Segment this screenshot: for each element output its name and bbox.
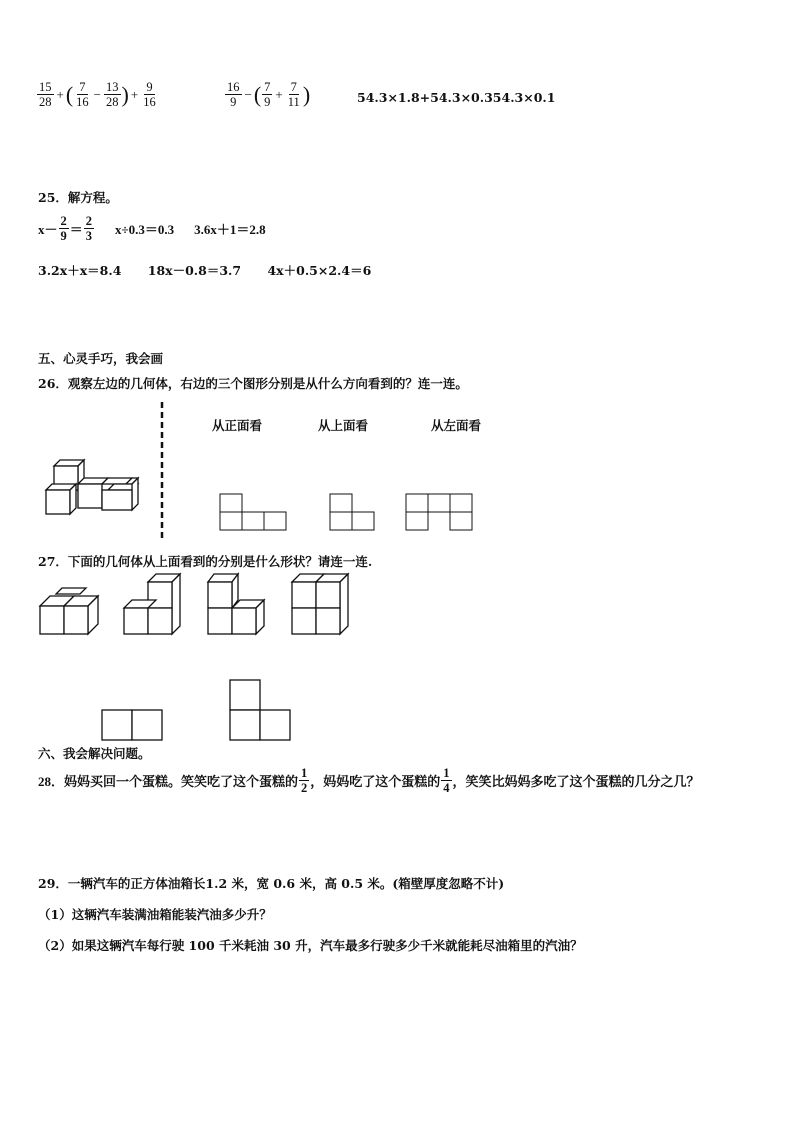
fraction: $\frac{1}{4}$	[443, 766, 450, 795]
q27-solid-1	[40, 588, 98, 634]
calc-expr-1: $\frac{15}{28}$ + ( $\frac{7}{16}$ − $\frac{13}{28}$ ) + $\frac{9}{16}$	[39, 80, 156, 109]
fraction: $\frac{7}{9}$	[264, 80, 271, 109]
q25-equation-row-1: x－ $\frac{2}{9}$ ＝ $\frac{2}{3}$ x÷0.3＝0.3 3.6x＋1＝2.8	[38, 214, 266, 243]
q27-figure	[36, 570, 356, 745]
equation-5: 18x－0.8＝3.7	[147, 263, 242, 278]
q27-title: 27．下面的几何体从上面看到的分别是什么形状？请连一连.	[38, 554, 373, 569]
q29-title: 29．一辆汽车的正方体油箱长1.2 米，宽 0.6 米，高 0.5 米。(箱壁厚度忽略不计)	[38, 876, 505, 891]
fraction: $\frac{1}{2}$	[301, 766, 308, 795]
calc-expr-3: 54.3×1.8+54.3×0.354.3×0.1	[357, 90, 556, 105]
equation-6: 4x＋0.5×2.4＝6	[267, 263, 372, 278]
q27-top-view-a	[102, 710, 162, 740]
section-5-heading: 五、心灵手巧，我会画	[38, 351, 164, 366]
fraction: $\frac{7}{16}$	[76, 80, 89, 109]
fraction: $\frac{7}{11}$	[287, 80, 300, 109]
q27-solid-4	[292, 574, 348, 634]
q26-view-top	[330, 494, 374, 530]
q26-solid-3d	[46, 460, 138, 514]
q26-label-front: 从正面看	[212, 418, 263, 433]
q26-title: 26．观察左边的几何体，右边的三个图形分别是从什么方向看到的？连一连。	[38, 376, 468, 391]
q25-equation-row-2	[38, 261, 371, 279]
fraction: $\frac{16}{9}$	[227, 80, 240, 109]
q27-solid-2	[124, 574, 180, 634]
q29-sub-1: （1）这辆汽车装满油箱能装汽油多少升？	[38, 907, 272, 922]
q26-label-top: 从上面看	[318, 418, 369, 433]
fraction: $\frac{2}{3}$	[85, 214, 93, 243]
calc-expr-2: $\frac{16}{9}$ − ( $\frac{7}{9}$ + $\frac{7}{11}$ )	[227, 80, 311, 109]
q26-view-front	[220, 494, 286, 530]
equation-4: 3.2x＋x＝8.4	[38, 263, 122, 278]
fraction: $\frac{2}{9}$	[60, 214, 67, 243]
q27-solid-3	[208, 574, 264, 634]
q26-label-left: 从左面看	[431, 418, 482, 433]
section-6-heading: 六、我会解决问题。	[38, 746, 151, 761]
q29-sub-2: （2）如果这辆汽车每行驶 100 千米耗油 30 升，汽车最多行驶多少千米就能耗尽油箱里的汽油？	[38, 938, 583, 953]
fraction: $\frac{15}{28}$	[39, 80, 52, 109]
equation-2: x÷0.3＝0.3	[115, 222, 175, 237]
q27-top-view-b	[230, 680, 290, 740]
q26-figure	[38, 400, 498, 540]
q26-view-left	[406, 494, 472, 530]
fraction: $\frac{9}{16}$	[143, 80, 156, 109]
fraction: $\frac{13}{28}$	[106, 80, 119, 109]
equation-3: 3.6x＋1＝2.8	[194, 222, 266, 237]
q25-title: 25．解方程。	[38, 190, 118, 205]
q28-question: 28．妈妈买回一个蛋糕。笑笑吃了这个蛋糕的 $\frac{1}{2}$ ，妈妈吃了这个蛋糕的 $\frac{1}{4}$ ，笑笑比妈妈多吃了这个蛋糕的几分之几？	[38, 766, 700, 795]
